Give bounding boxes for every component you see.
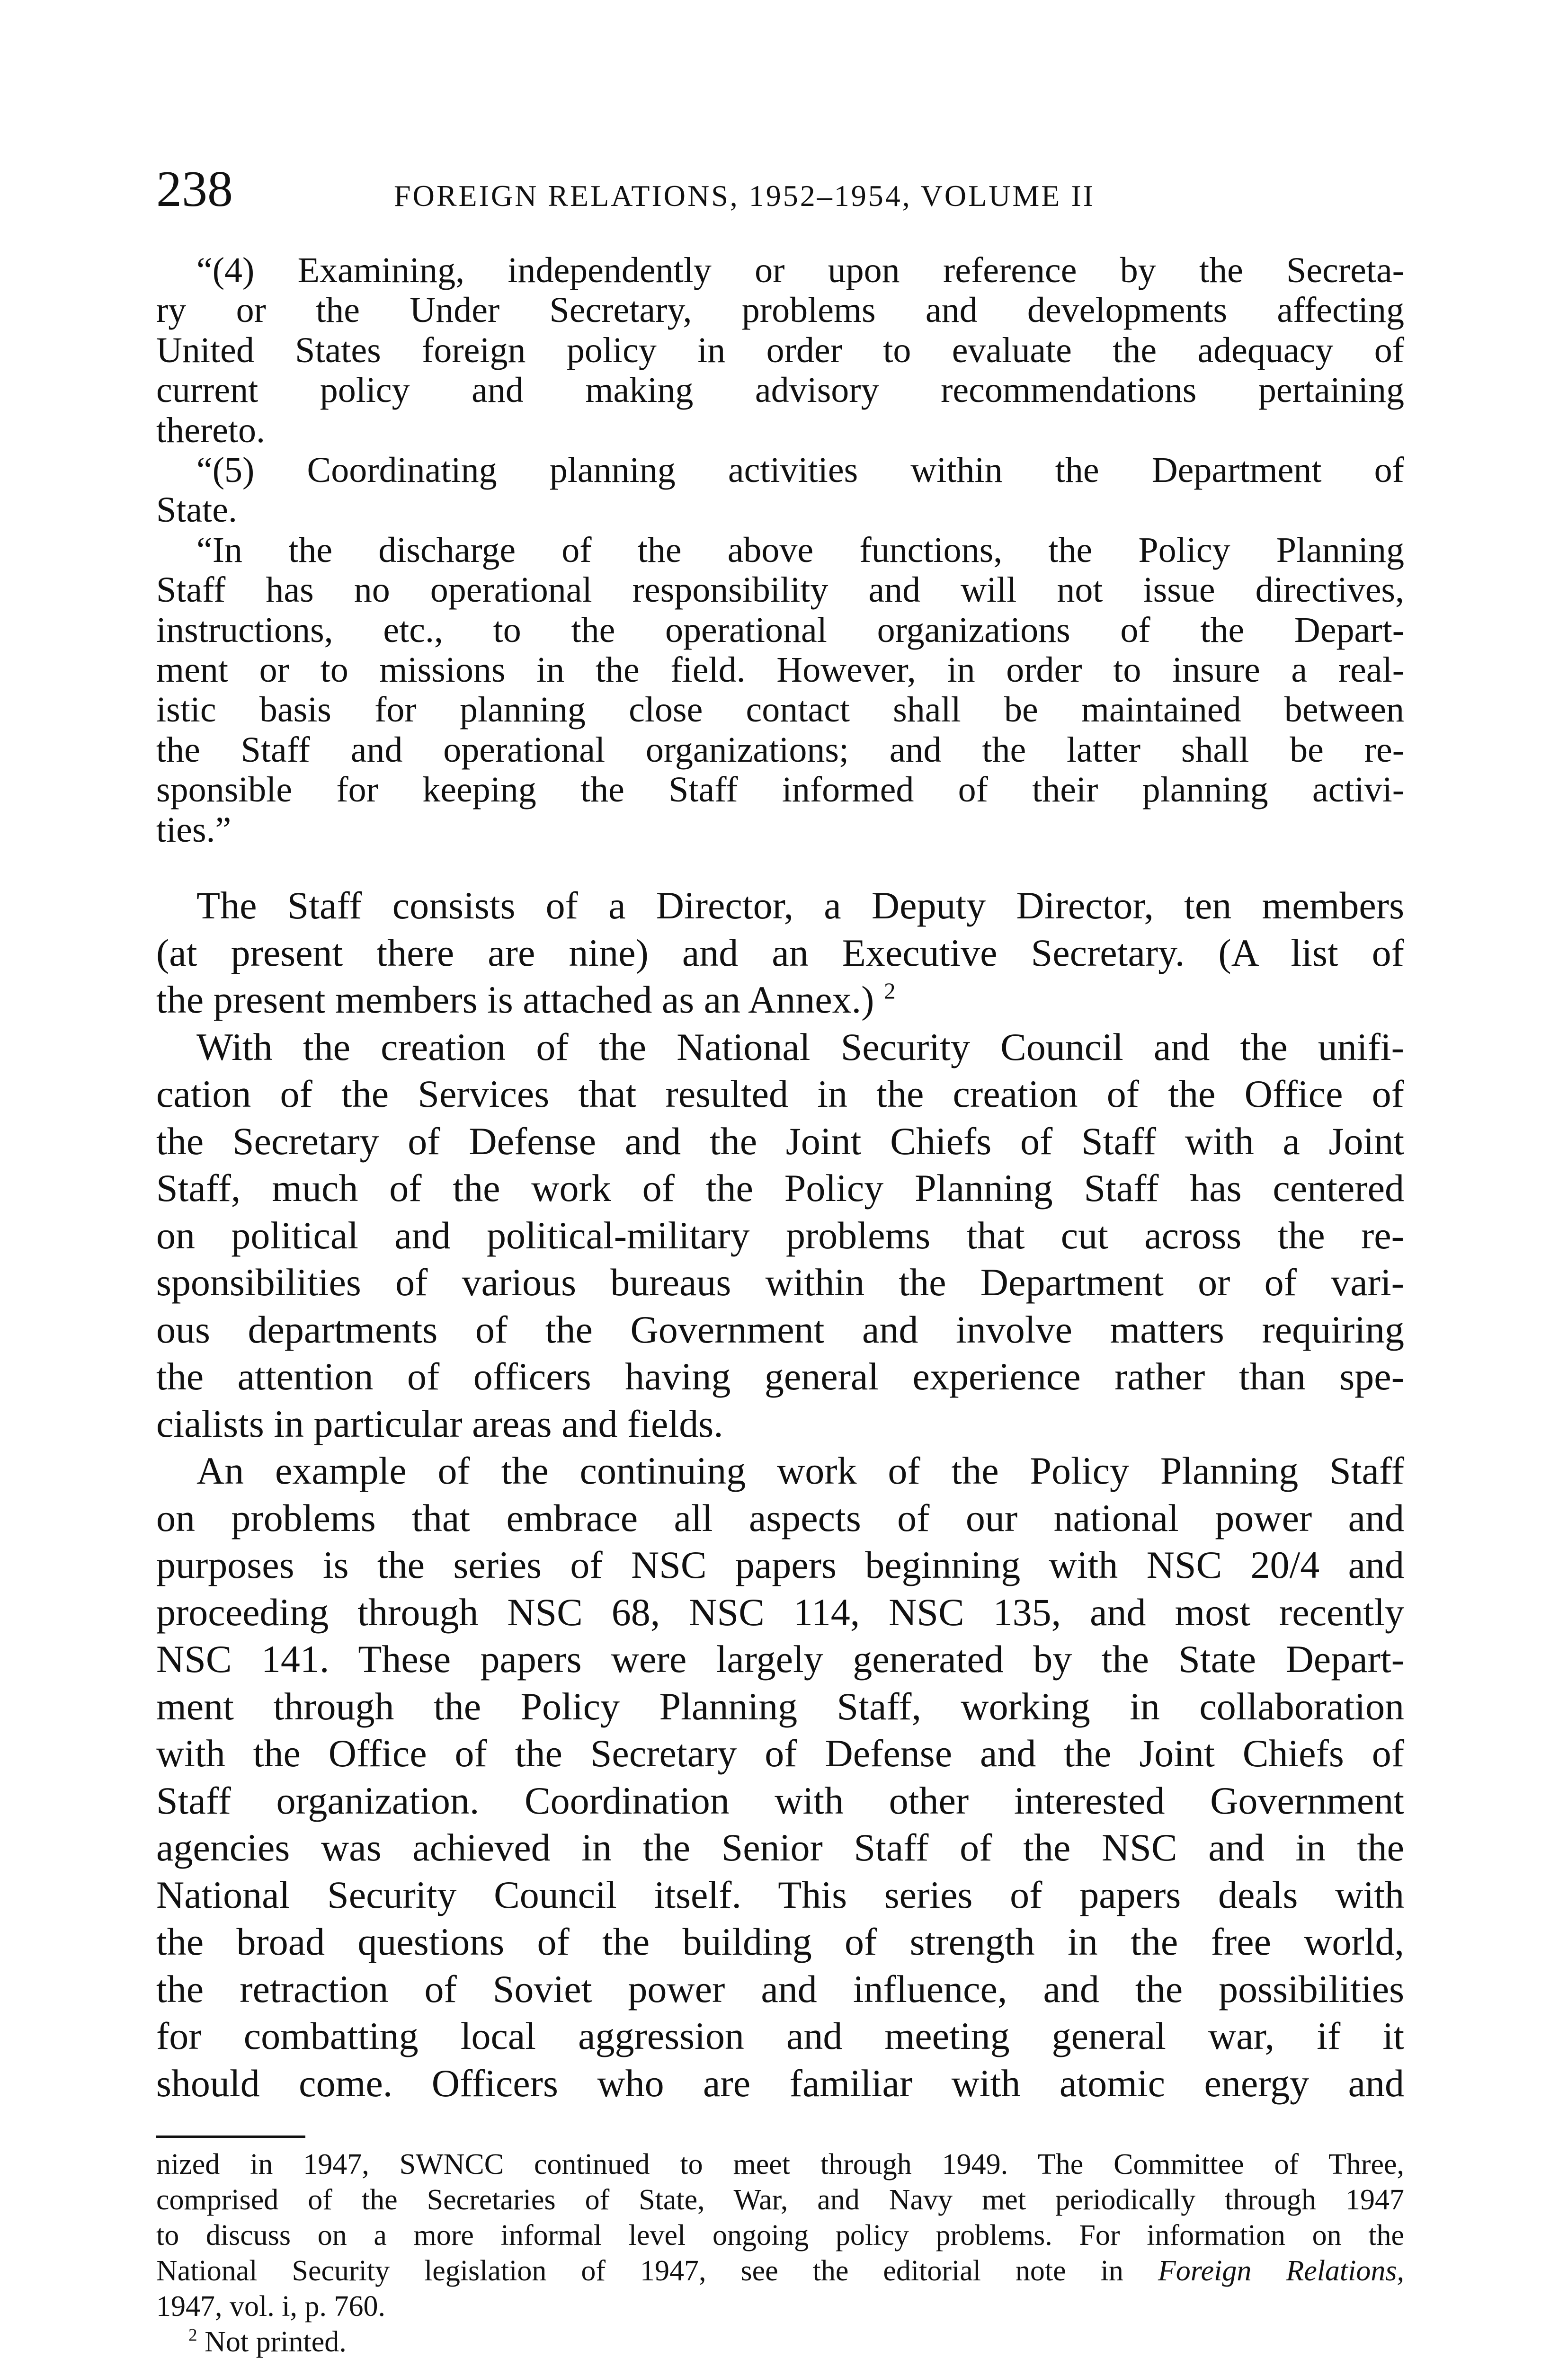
text-line <box>156 410 1404 450</box>
line-text: sponsibilities of various bureaus within the Department or of vari- <box>156 1261 1404 1304</box>
line-text: on problems that embrace all aspects of our national power and <box>156 1496 1404 1539</box>
line-text: istic basis for planning close contact shall be maintained between <box>156 690 1404 730</box>
body-paragraph <box>156 1447 1404 2107</box>
text-line <box>156 1730 1404 1777</box>
footnote-line: to discuss on a more informal level ongoing policy problems. For information on the <box>156 2219 1404 2252</box>
footnote-line: comprised of the Secretaries of State, War, and Navy met periodically through 1947 <box>156 2184 1404 2216</box>
publication-title: Foreign Relations, <box>1158 2255 1405 2287</box>
line-text: With the creation of the National Security Council and the unifi- <box>196 1025 1404 1068</box>
line-text: should come. Officers who are familiar with atomic energy and <box>156 2061 1404 2105</box>
text-line <box>156 1165 1404 1212</box>
text-line <box>156 2012 1404 2060</box>
body-text <box>156 882 1404 2107</box>
text-line <box>156 1777 1404 1824</box>
line-text: “In the discharge of the above functions, the Policy Planning <box>196 530 1404 570</box>
text-line <box>156 370 1404 410</box>
text-line <box>156 882 1404 929</box>
line-text: United States foreign policy in order to evaluate the adequacy of <box>156 330 1404 370</box>
line-text: sponsible for keeping the Staff informed of their planning activi- <box>156 770 1404 810</box>
text-line <box>156 530 1404 570</box>
footnote-2 <box>156 2324 1404 2360</box>
line-text: Staff organization. Coordination with other interested Government <box>156 1779 1404 1822</box>
page-number: 238 <box>156 161 233 217</box>
text-line <box>156 610 1404 650</box>
text-line <box>156 1212 1404 1259</box>
footnote-text: National Security legislation of 1947, see the editorial note in <box>156 2255 1123 2287</box>
line-text: ous departments of the Government and involve matters requiring <box>156 1308 1404 1351</box>
text-line <box>156 1118 1404 1165</box>
line-text: the broad questions of the building of strength in the free world, <box>156 1920 1404 1964</box>
line-text: cialists in particular areas and fields. <box>156 1402 723 1445</box>
text-line <box>156 1871 1404 1919</box>
text-line <box>156 730 1404 770</box>
text-line <box>156 1353 1404 1400</box>
quote-paragraph <box>156 250 1404 450</box>
text-line <box>156 250 1404 290</box>
text-line <box>156 1070 1404 1118</box>
line-text: ment through the Policy Planning Staff, working in collaboration <box>156 1684 1404 1728</box>
text-line <box>156 1541 1404 1589</box>
quoted-functions <box>156 250 1404 850</box>
footnote-number: 2 <box>188 2325 197 2345</box>
text-line <box>156 1023 1404 1071</box>
text-line <box>156 810 1404 850</box>
line-text: proceeding through NSC 68, NSC 114, NSC 135, and most recently <box>156 1590 1404 1634</box>
line-text: the Secretary of Defense and the Joint Chiefs of Staff with a Joint <box>156 1119 1404 1163</box>
line-text: the attention of officers having general experience rather than spe- <box>156 1355 1404 1398</box>
line-text: Staff has no operational responsibility and will not issue directives, <box>156 570 1404 610</box>
footnote-line: 1947, vol. i, p. 760. <box>156 2290 385 2323</box>
body-paragraph <box>156 1023 1404 1448</box>
text-line <box>156 1400 1404 1448</box>
line-text: agencies was achieved in the Senior Staff of the NSC and in the <box>156 1826 1404 1869</box>
line-text: purposes is the series of NSC papers beginning with NSC 20/4 and <box>156 1543 1404 1587</box>
footnote-line: nized in 1947, SWNCC continued to meet through 1949. The Committee of Three, <box>156 2148 1404 2181</box>
running-title: FOREIGN RELATIONS, 1952–1954, VOLUME II <box>394 179 1095 213</box>
line-text: National Security Council itself. This series of papers deals with <box>156 1873 1404 1916</box>
text-line <box>156 1589 1404 1636</box>
line-text: ties.” <box>156 810 232 850</box>
line-text: “(5) Coordinating planning activities within the Department of <box>196 450 1404 490</box>
text-line <box>156 490 1404 530</box>
line-text: thereto. <box>156 410 266 450</box>
line-text: (at present there are nine) and an Executive Secretary. (A list of <box>156 931 1404 974</box>
line-text: the Staff and operational organizations; and the latter shall be re- <box>156 730 1404 770</box>
text-line <box>156 1447 1404 1495</box>
line-text: ment or to missions in the field. However, in order to insure a real- <box>156 650 1404 690</box>
line-text: “(4) Examining, independently or upon reference by the Secreta- <box>196 250 1404 290</box>
line-text: cation of the Services that resulted in the creation of the Office of <box>156 1072 1404 1116</box>
text-line <box>156 1306 1404 1353</box>
line-text: for combatting local aggression and meeting general war, if it <box>156 2014 1404 2058</box>
text-line <box>156 1824 1404 1871</box>
line-text: An example of the continuing work of the Policy Planning Staff <box>196 1449 1404 1493</box>
quote-paragraph <box>156 530 1404 850</box>
line-text: ry or the Under Secretary, problems and developments affecting <box>156 290 1404 330</box>
line-text: the retraction of Soviet power and influence, and the possibilities <box>156 1967 1404 2011</box>
text-line <box>156 450 1404 490</box>
line-text: the present members is attached as an Annex.) <box>156 978 874 1022</box>
text-line <box>156 929 1404 977</box>
footnotes <box>156 2147 1404 2360</box>
line-text: current policy and making advisory recommendations pertaining <box>156 370 1404 410</box>
running-header <box>156 156 1404 222</box>
footnote-text: Not printed. <box>205 2326 347 2358</box>
text-line <box>156 330 1404 370</box>
text-line <box>156 650 1404 690</box>
footnote-reference: 2 <box>883 978 896 1004</box>
text-line <box>156 1918 1404 1966</box>
body-paragraph <box>156 882 1404 1023</box>
line-text: on political and political-military problems that cut across the re- <box>156 1213 1404 1257</box>
text-line <box>156 1636 1404 1683</box>
text-line <box>156 290 1404 330</box>
text-line <box>156 770 1404 810</box>
text-line <box>156 976 1404 1023</box>
footnote-line <box>156 2253 1404 2289</box>
line-text: instructions, etc., to the operational organizations of the Depart- <box>156 610 1404 650</box>
text-line <box>156 1259 1404 1306</box>
text-line <box>156 690 1404 730</box>
text-line <box>156 570 1404 610</box>
line-text: State. <box>156 490 237 530</box>
text-line <box>156 1495 1404 1542</box>
line-text: NSC 141. These papers were largely generated by the State Depart- <box>156 1637 1404 1681</box>
quote-paragraph <box>156 450 1404 530</box>
line-text: with the Office of the Secretary of Defense and the Joint Chiefs of <box>156 1732 1404 1775</box>
text-line <box>156 1966 1404 2013</box>
line-text: Staff, much of the work of the Policy Planning Staff has centered <box>156 1166 1404 1210</box>
text-line <box>156 1683 1404 1730</box>
text-line <box>156 2060 1404 2107</box>
line-text: The Staff consists of a Director, a Deputy Director, ten members <box>196 884 1404 927</box>
footnote-rule <box>156 2136 305 2138</box>
